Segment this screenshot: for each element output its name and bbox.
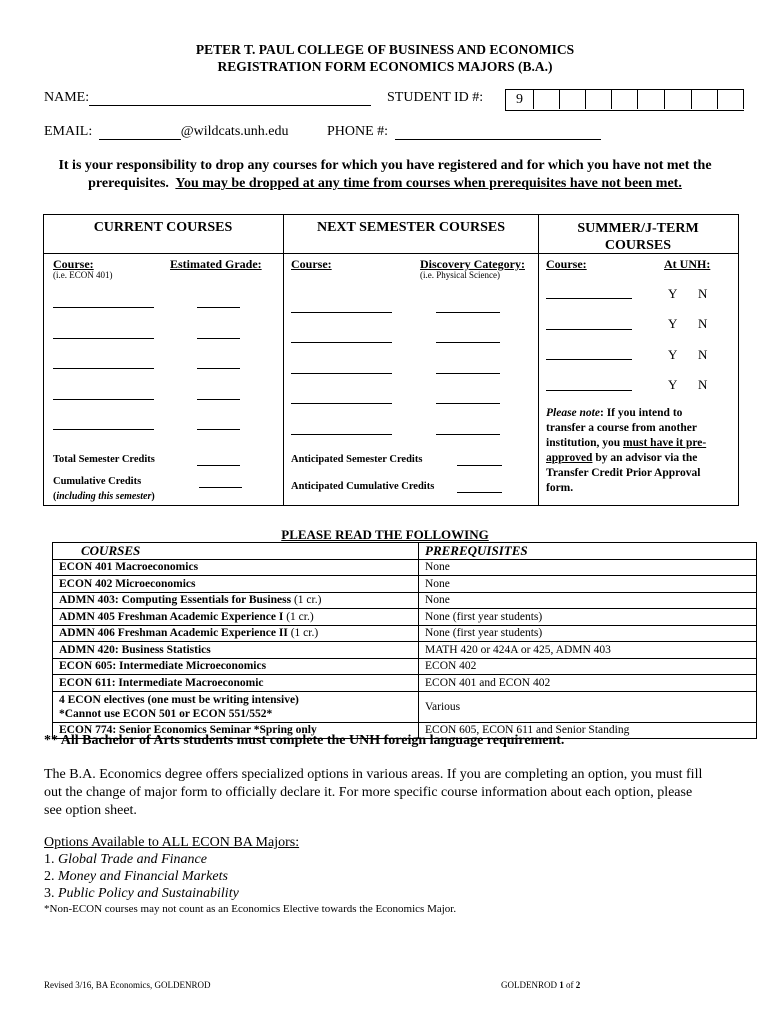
option-number: 1. — [44, 852, 58, 867]
prereq-cell: ECON 402 — [419, 658, 757, 675]
discovery-category-input[interactable] — [436, 342, 500, 343]
next-course-label: Course: — [291, 257, 332, 271]
next-semester-heading: NEXT SEMESTER COURSES — [316, 220, 506, 235]
at-unh-no-option[interactable]: N — [698, 316, 708, 331]
footer-revision: Revised 3/16, BA Economics, GOLDENROD — [44, 980, 211, 990]
prerequisites-column-header: PREREQUISITES — [419, 543, 757, 560]
discovery-category-input[interactable] — [436, 403, 500, 404]
course-name: ADMN 406 Freshman Academic Experience II — [59, 627, 288, 640]
student-id-label: STUDENT ID #: — [387, 90, 484, 105]
option-item — [44, 868, 299, 885]
estimated-grade-input[interactable] — [197, 429, 240, 430]
total-semester-credits-label: Total Semester Credits — [53, 454, 155, 465]
at-unh-yes-option[interactable]: Y — [668, 286, 678, 301]
student-id-cell[interactable] — [586, 90, 612, 109]
responsibility-line-2 — [0, 176, 770, 192]
discovery-category-input[interactable] — [436, 434, 500, 435]
electives-cell — [53, 691, 419, 722]
option-name: Public Policy and Sustainability — [58, 886, 239, 901]
form-title-college: PETER T. PAUL COLLEGE OF BUSINESS AND ECONOMICS — [195, 42, 575, 57]
options-list — [44, 834, 299, 902]
estimated-grade-input[interactable] — [197, 368, 240, 369]
at-unh-yes-option[interactable]: Y — [668, 377, 678, 392]
option-number: 2. — [44, 869, 58, 884]
at-unh-no-option[interactable]: N — [698, 377, 708, 392]
cumulative-credits-input[interactable] — [199, 487, 242, 488]
discovery-category-input[interactable] — [436, 373, 500, 374]
cumulative-credits-note — [53, 491, 155, 502]
estimated-grade-input[interactable] — [197, 338, 240, 339]
discovery-category-input[interactable] — [436, 312, 500, 313]
student-id-cell[interactable] — [638, 90, 665, 109]
email-suffix: @wildcats.unh.edu — [180, 124, 289, 139]
description-line: The B.A. Economics degree offers specialized options in various areas. If you are completing an option, you must fill — [44, 767, 703, 782]
anticipated-cumulative-label: Anticipated Cumulative Credits — [291, 481, 435, 492]
note-emphasis: approved — [546, 452, 593, 464]
name-field-row — [44, 90, 371, 106]
foreign-language-requirement: ** All Bachelor of Arts students must complete the UNH foreign language requirement. — [44, 733, 565, 748]
summer-jterm-heading — [539, 220, 737, 254]
email-input-line[interactable] — [99, 125, 181, 140]
note-text: form. — [546, 482, 574, 494]
current-courses-heading: CURRENT COURSES — [93, 220, 233, 235]
transfer-note — [546, 406, 734, 496]
prereq-cell: None — [419, 592, 757, 609]
summer-course-input[interactable] — [546, 390, 632, 391]
table-row — [53, 642, 757, 659]
prereq-cell: None — [419, 559, 757, 576]
prereq-cell: None — [419, 576, 757, 593]
prereq-cell: ECON 605, ECON 611 and Senior Standing — [419, 722, 757, 739]
next-course-input[interactable] — [291, 434, 392, 435]
summer-course-input[interactable] — [546, 298, 632, 299]
course-credit: (1 cr.) — [287, 627, 319, 640]
current-course-input[interactable] — [53, 399, 154, 400]
page-total: 2 — [575, 980, 581, 990]
footer-color: GOLDENROD — [501, 980, 560, 990]
page-current: 1 — [559, 980, 564, 990]
electives-line: 4 ECON electives (one must be writing intensive) — [59, 693, 299, 706]
prereq-cell: Various — [419, 691, 757, 722]
discovery-category-label: Discovery Category: — [420, 257, 525, 271]
responsibility-lead: prerequisites. — [88, 176, 169, 191]
current-course-input[interactable] — [53, 338, 154, 339]
please-read-heading: PLEASE READ THE FOLLOWING — [281, 527, 489, 542]
at-unh-label: At UNH: — [664, 257, 711, 271]
at-unh-yes-option[interactable]: Y — [668, 316, 678, 331]
at-unh-yes-option[interactable]: Y — [668, 347, 678, 362]
cumulative-credits-label: Cumulative Credits — [53, 476, 142, 487]
student-id-cell[interactable] — [560, 90, 586, 109]
note-emphasis: must have it pre- — [623, 437, 707, 449]
student-id-boxes[interactable] — [505, 89, 744, 111]
total-semester-credits-input[interactable] — [197, 465, 240, 466]
course-cell — [53, 576, 419, 593]
current-course-input[interactable] — [53, 429, 154, 430]
course-cell — [53, 642, 419, 659]
table-row — [53, 592, 757, 609]
estimated-grade-input[interactable] — [197, 307, 240, 308]
description-line: out the change of major form to officially declare it. For more specific course information about each option, please — [44, 785, 693, 800]
note-text: by an advisor via the — [592, 452, 698, 464]
at-unh-no-option[interactable]: N — [698, 286, 708, 301]
course-name: ADMN 420: Business Statistics — [59, 643, 211, 656]
course-cell: ECON 774: Senior Economics Seminar *Spring only — [53, 722, 419, 739]
table-row — [53, 675, 757, 692]
course-cell — [53, 609, 419, 626]
prerequisites-table — [52, 542, 757, 739]
course-cell — [53, 658, 419, 675]
form-title-registration: REGISTRATION FORM ECONOMICS MAJORS (B.A.) — [217, 59, 553, 74]
courses-column-header: COURSES — [53, 543, 419, 560]
option-name: Money and Financial Markets — [58, 869, 228, 884]
course-cell — [53, 592, 419, 609]
note-text: institution, you — [546, 437, 624, 449]
course-name: ECON 611: Intermediate Macroeconomic — [59, 676, 264, 689]
electives-restriction: *Cannot use ECON 501 or ECON 551/552* — [59, 707, 273, 720]
at-unh-no-option[interactable]: N — [698, 347, 708, 362]
table-row — [53, 625, 757, 642]
paren-open: ( — [53, 491, 57, 502]
next-course-input[interactable] — [291, 342, 392, 343]
course-name: ADMN 405 Freshman Academic Experience I — [59, 610, 284, 623]
prereq-cell: None (first year students) — [419, 625, 757, 642]
course-name: ECON 401 Macroeconomics — [59, 561, 199, 574]
responsibility-warning: You may be dropped at any time from courses when prerequisites have not been met. — [175, 176, 682, 191]
anticipated-cumulative-input[interactable] — [457, 492, 502, 493]
student-id-cell[interactable] — [692, 90, 718, 109]
option-item — [44, 885, 299, 902]
course-cell — [53, 625, 419, 642]
next-course-input[interactable] — [291, 312, 392, 313]
description-line: see option sheet. — [44, 803, 137, 818]
course-cell — [53, 675, 419, 692]
cumulative-note-text: including this semester — [56, 491, 152, 502]
column-divider — [538, 214, 539, 505]
option-item — [44, 851, 299, 868]
option-name: Global Trade and Finance — [58, 852, 207, 867]
course-name: ADMN 403: Computing Essentials for Business — [59, 594, 292, 607]
course-credit: (1 cr.) — [291, 594, 322, 607]
table-header-row — [53, 543, 757, 560]
summer-course-label: Course: — [546, 257, 587, 271]
table-row — [53, 559, 757, 576]
phone-label: PHONE #: — [327, 124, 389, 139]
current-course-input[interactable] — [53, 307, 154, 308]
student-id-digit-1: 9 — [506, 90, 534, 109]
current-course-input[interactable] — [53, 368, 154, 369]
note-label: Please note — [546, 407, 600, 419]
course-credit: (1 cr.) — [283, 610, 314, 623]
course-name: ECON 605: Intermediate Microeconomics — [59, 660, 267, 673]
current-course-hint: (i.e. ECON 401) — [53, 270, 113, 280]
next-course-input[interactable] — [291, 403, 392, 404]
anticipated-semester-label: Anticipated Semester Credits — [291, 454, 423, 465]
note-text: : If you intend to — [599, 407, 683, 419]
phone-field-row — [327, 124, 601, 140]
student-id-cell[interactable] — [612, 90, 638, 109]
discovery-category-hint: (i.e. Physical Science) — [420, 270, 500, 280]
name-input-line[interactable] — [89, 91, 371, 106]
paren-close: ) — [151, 491, 155, 502]
table-row — [53, 658, 757, 675]
course-cell — [53, 559, 419, 576]
footer-page-number — [501, 980, 580, 990]
degree-description — [44, 766, 744, 820]
table-row — [53, 576, 757, 593]
non-econ-note: *Non-ECON courses may not count as an Economics Elective towards the Economics Major. — [44, 903, 457, 915]
email-label: EMAIL: — [44, 124, 93, 139]
prereq-cell: ECON 401 and ECON 402 — [419, 675, 757, 692]
anticipated-semester-input[interactable] — [457, 465, 502, 466]
table-row-electives — [53, 691, 757, 722]
option-number: 3. — [44, 886, 58, 901]
column-divider — [283, 214, 284, 505]
summer-course-input[interactable] — [546, 329, 632, 330]
table-row — [53, 609, 757, 626]
student-id-cell[interactable] — [665, 90, 692, 109]
options-heading: Options Available to ALL ECON BA Majors: — [44, 835, 300, 850]
summer-heading-line-2: COURSES — [604, 238, 672, 253]
note-text: Transfer Credit Prior Approval — [546, 467, 701, 479]
student-id-cell[interactable] — [534, 90, 560, 109]
estimated-grade-label: Estimated Grade: — [170, 257, 262, 271]
name-label: NAME: — [44, 90, 90, 105]
prereq-cell: None (first year students) — [419, 609, 757, 626]
phone-input-line[interactable] — [395, 125, 601, 140]
note-text: transfer a course from another — [546, 422, 697, 434]
responsibility-line-1: It is your responsibility to drop any courses for which you have registered and for which you have not met the — [58, 158, 712, 173]
prereq-cell: MATH 420 or 424A or 425, ADMN 403 — [419, 642, 757, 659]
current-course-label: Course: — [53, 257, 94, 271]
next-course-input[interactable] — [291, 373, 392, 374]
summer-heading-line-1: SUMMER/J-TERM — [577, 221, 699, 236]
page-of: of — [563, 980, 576, 990]
student-id-cell[interactable] — [718, 90, 744, 109]
estimated-grade-input[interactable] — [197, 399, 240, 400]
email-field-row — [44, 124, 288, 140]
course-name: ECON 402 Microeconomics — [59, 577, 196, 590]
summer-course-input[interactable] — [546, 359, 632, 360]
